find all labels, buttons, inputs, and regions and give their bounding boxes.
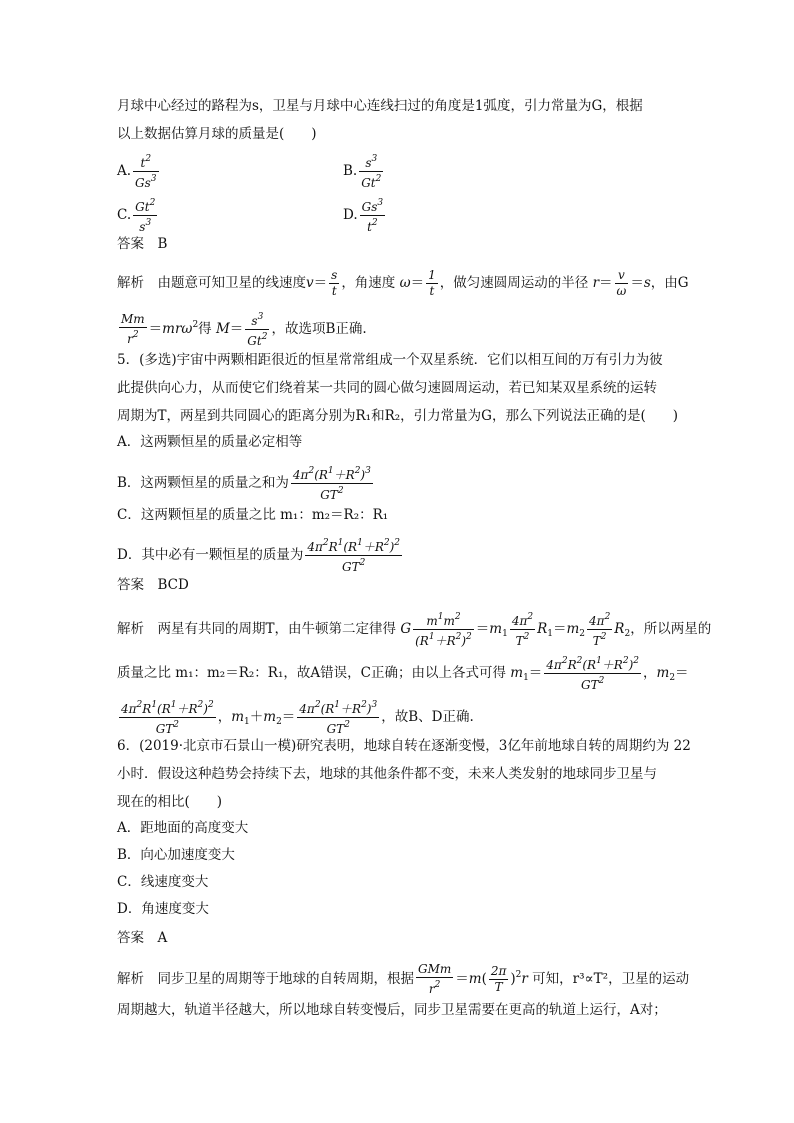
q6-stem-line3: 现在的相比( ) xyxy=(117,794,223,810)
q4-solution-line1: 解析 由题意可知卫星的线速度v＝ $\frac{s}{t}$ ，角速度 ω＝ $\frac{1}{t}$ ，做匀速圆周运动的半径 r＝ $\frac{v}{\omega}$ ＝s，由G xyxy=(117,268,689,298)
q5-solution-line2: 质量之比 m₁：m₂＝R₂：R₁，故A错误，C正确；由以上各式可得 $m_1=$ $\frac{4\pi^2R^2(R^1+R^2)^2}{GT^2}$ ，$m_2=$ xyxy=(117,656,689,692)
q4-option-b: B. $\frac{s^3}{Gt^2}$ xyxy=(343,154,382,190)
q4-stem-line2: 以上数据估算月球的质量是( ) xyxy=(117,126,317,142)
q4-answer: 答案 B xyxy=(117,236,168,252)
q4-option-a: A. $\frac{t^2}{Gs^3}$ xyxy=(117,154,157,190)
q5-solution-line3: $\frac{4\pi^2R^1(R^1+R^2)^2}{GT^2}$ ，$m_1+m_2=$ $\frac{4\pi^2(R^1+R^2)^3}{GT^2}$ ，故B、D正确. xyxy=(121,700,474,736)
q6-option-c: C．线速度变大 xyxy=(117,874,209,890)
q6-stem-line1: 6．(2019·北京市石景山一模)研究表明，地球自转在逐渐变慢，3亿年前地球自转的周期约为 22 xyxy=(117,738,691,754)
q5-stem-line1: 5．(多选)宇宙中两颗相距很近的恒星常常组成一个双星系统．它们以相互间的万有引力为彼 xyxy=(117,352,663,368)
q5-solution-line1: 解析 两星有共同的周期T，由牛顿第二定律得 G $\frac{m^1m^2}{(R^1+R^2)^2}$ $=m_1$ $\frac{4\pi^2}{T^2}$ $R_1=m_2$ $\frac{4\pi^2}{T^2}$ $R_2$，所以两星的 xyxy=(117,612,712,648)
q6-solution-line2: 周期越大，轨道半径越大，所以地球自转变慢后，同步卫星需要在更高的轨道上运行，A对； xyxy=(117,1002,667,1018)
q5-option-a: A．这两颗恒星的质量必定相等 xyxy=(117,434,303,450)
q4-option-c: C. $\frac{Gt^2}{s^3}$ xyxy=(117,198,156,234)
q6-option-a: A．距地面的高度变大 xyxy=(117,820,249,836)
q4-solution-line2: $\frac{Mm}{r^2}$ ＝mrω$^2$得 M＝ $\frac{s^3}{Gt^2}$ ，故选项B正确. xyxy=(121,312,367,348)
q6-solution-line1: 解析 同步卫星的周期等于地球的自转周期，根据 $\frac{\text{GMm}}{r^2}$ ＝m( $\frac{2\pi}{T}$ )$^2$r 可知，r³∝T²，卫星的运动 xyxy=(117,962,690,996)
q4-option-d: D. $\frac{Gs^3}{t^2}$ xyxy=(343,198,384,234)
q6-option-b: B．向心加速度变大 xyxy=(117,847,235,863)
q5-option-c: C．这两颗恒星的质量之比 m₁：m₂＝R₂：R₁ xyxy=(117,507,389,523)
q5-stem-line3: 周期为T，两星到共同圆心的距离分别为R₁和R₂，引力常量为G，那么下列说法正确的是( ) xyxy=(117,408,678,424)
q6-stem-line2: 小时．假设这种趋势会持续下去，地球的其他条件都不变，未来人类发射的地球同步卫星与 xyxy=(117,766,657,782)
q5-option-d: D．其中必有一颗恒星的质量为 $\frac{4\pi^2R^1(R^1+R^2)^2}{GT^2}$ xyxy=(117,538,401,574)
q5-answer: 答案 BCD xyxy=(117,577,189,593)
q4-stem-line1: 月球中心经过的路程为s，卫星与月球中心连线扫过的角度是1弧度，引力常量为G，根据 xyxy=(117,98,643,114)
q5-stem-line2: 此提供向心力，从而使它们绕着某一共同的圆心做匀速圆周运动，若已知某双星系统的运转 xyxy=(117,380,657,396)
q5-option-b: B．这两颗恒星的质量之和为 $\frac{4\pi^2(R^1+R^2)^3}{GT^2}$ xyxy=(117,466,371,502)
q6-answer: 答案 A xyxy=(117,930,168,946)
q6-option-d: D．角速度变大 xyxy=(117,901,209,917)
